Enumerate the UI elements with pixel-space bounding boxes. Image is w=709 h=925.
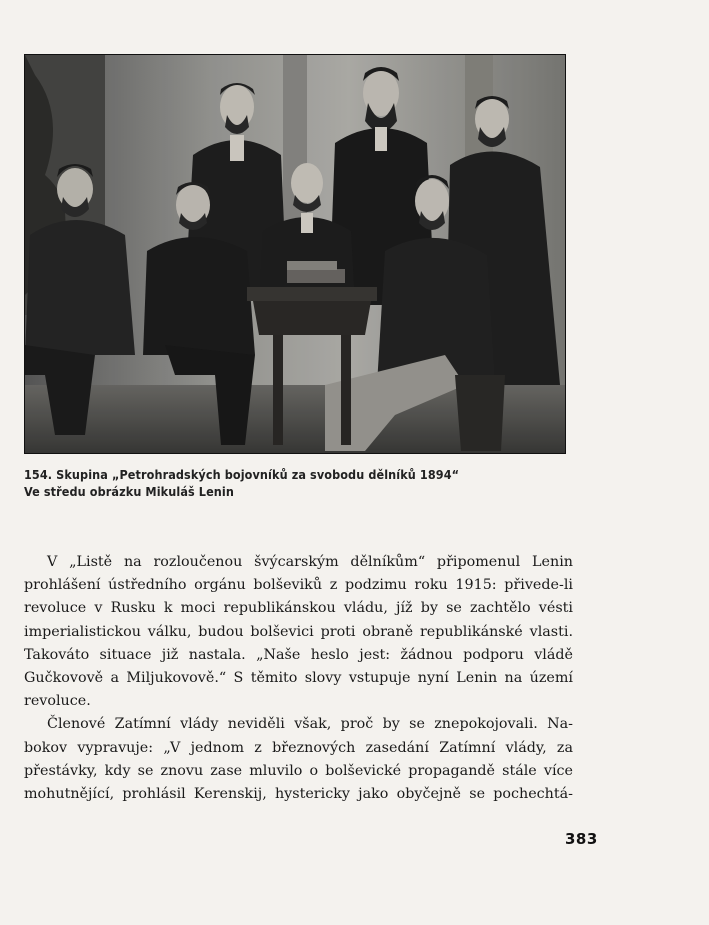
paragraph-2-line: mohutnějící, prohlásil Kerenskij, hystericky jako obyčejně se pochechtá- xyxy=(24,785,573,802)
photo-caption xyxy=(24,466,584,500)
paragraph-1-line: Takováto situace již nastala. „Naše heslo jest: žádnou podporu vládě xyxy=(24,646,573,663)
photo-illustration xyxy=(25,55,565,453)
page-number: 383 xyxy=(565,830,598,848)
paragraph-1-line: revoluce. xyxy=(24,693,91,710)
paragraph-1-line: V „Listě na rozloučenou švýcarským dělníkům“ připomenul Lenin xyxy=(47,554,573,570)
paragraph-1-line: prohlášení ústředního orgánu bolševiků z podzimu roku 1915: přivede-li xyxy=(24,577,573,594)
group-photograph xyxy=(24,54,566,454)
paragraph-1-line: revoluce v Rusku k moci republikánskou vládu, jíž by se zachtělo vésti xyxy=(24,600,573,617)
paragraph-2-line: přestávky, kdy se znovu zase mluvilo o bolševické propagandě stále více xyxy=(24,762,573,779)
caption-line-1: 154. Skupina „Petrohradských bojovníků za svobodu dělníků 1894“ xyxy=(24,467,460,482)
paragraph-1-line: Gučkovově a Miljukovově.“ S těmito slovy vstupuje nyní Lenin na území xyxy=(24,669,573,686)
paragraph-2-line: Členové Zatímní vlády neviděli však, proč by se znepokojovali. Na- xyxy=(47,716,573,733)
paragraph-2-line: bokov vypravuje: „V jednom z březnových zasedání Zatímní vlády, za xyxy=(24,739,573,756)
caption-line-2: Ve středu obrázku Mikuláš Lenin xyxy=(24,484,234,499)
paragraph-1-line: imperialistickou válku, budou bolševici proti obraně republikánské vlasti. xyxy=(24,623,573,640)
body-text xyxy=(24,551,573,806)
